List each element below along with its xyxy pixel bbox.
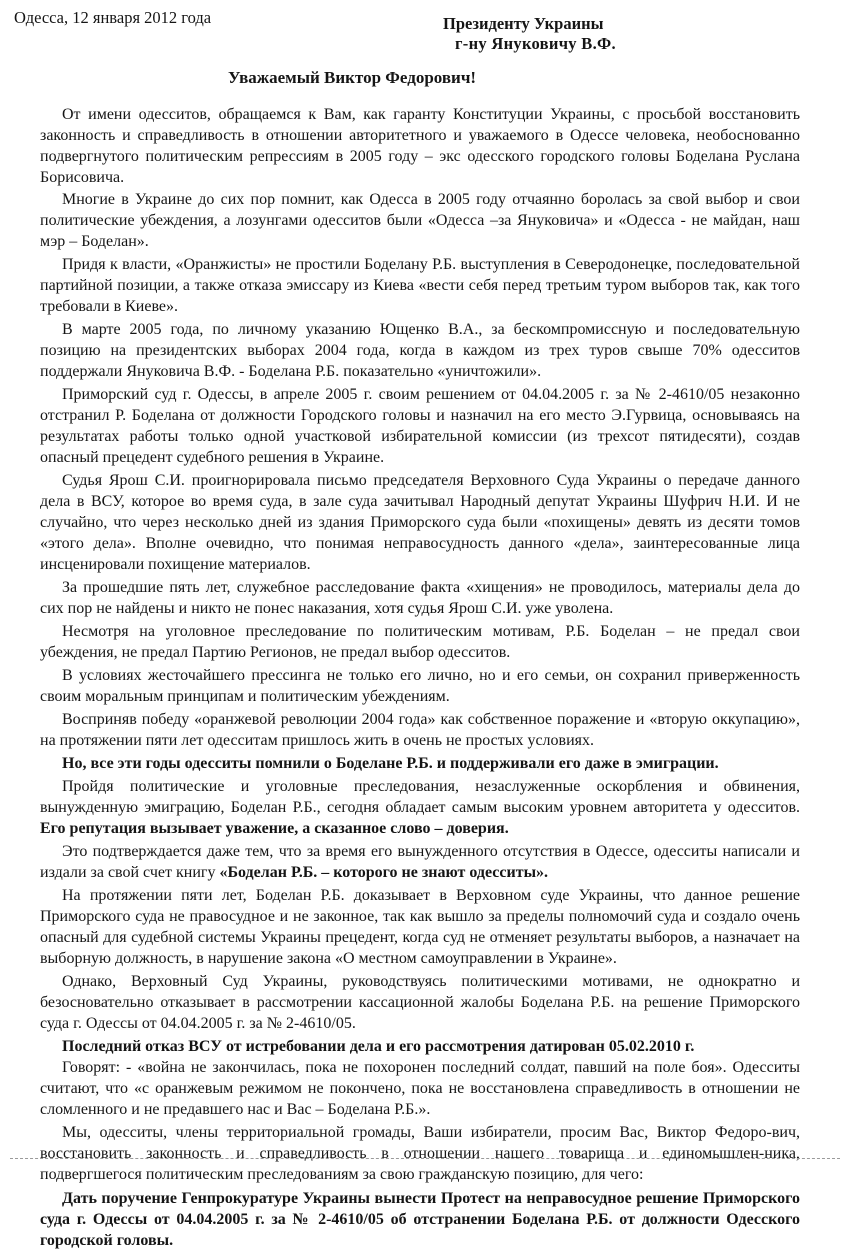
letter-date: Одесса, 12 января 2012 года [14, 8, 212, 27]
paragraph-10: Восприняв победу «оранжевой революции 2004 года» как собственное поражение и «вторую оккупацию», на протяжении пяти лет одесситам пришлось жить в очень не простых условиях. [40, 711, 800, 749]
addressee-name: г-ну Януковичу В.Ф. [455, 34, 616, 53]
paragraph-1: От имени одесситов, обращаемся к Вам, как гаранту Конституции Украины, с просьбой восстановить законность и справедливость в отношении авторитетного и уважаемого в Одессе человека, необоснованно подвергнутого политическим репрессиям в 2005 году – экс одесского городского головы Боделана Руслана Борисовича. [40, 106, 800, 186]
paragraph-2: Многие в Украине до сих пор помнит, как Одесса в 2005 году отчаянно боролась за свой выбор и свои политические убеждения, а лозунгами одесситов были «Одесса –за Януковича» и «Одесса - не майдан, наш мэр – Боделан». [40, 191, 800, 250]
paragraph-12 [40, 776, 800, 839]
paragraph-9: В условиях жесточайшего прессинга не только его лично, но и его семьи, он сохранил приверженность своим моральным принципам и политическим убеждениям. [40, 667, 800, 705]
paragraph-12-text: Пройдя политические и уголовные преследования, незаслуженные оскорбления и обвинения, вынужденную эмиграцию, Боделан Р.Б., сегодня обладает самым высоким уровнем авторитета у одесситов. [40, 778, 800, 816]
paragraph-13-text: Это подтверждается даже тем, что за время его вынужденного отсутствия в Одессе, одесситы написали и издали за свой счет книгу [40, 843, 800, 881]
letter-body [40, 104, 800, 1251]
paragraph-3: Придя к власти, «Оранжисты» не простили Боделану Р.Б. выступления в Северодонецке, последовательной партийной позиции, а также отказа эмиссару из Киева «вести себя перед третьим туром выборов так, как того требовали в Киеве». [40, 256, 800, 315]
paragraph-19-bold: Дать поручение Генпрокуратуре Украины вынести Протест на неправосудное решение Приморского суда г. Одессы от 04.04.2005 г. за № 2-4610/05 об отстранении Боделана Р.Б. от должности Одесского городской головы. [40, 1190, 800, 1249]
addressee-title: Президенту Украины [443, 14, 604, 33]
greeting: Уважаемый Виктор Федорович! [228, 68, 477, 87]
paragraph-12-bold: Его репутация вызывает уважение, а сказанное слово – доверия. [40, 820, 509, 837]
paragraph-14: На протяжении пяти лет, Боделан Р.Б. доказывает в Верховном суде Украины, что данное решение Приморского суда не правосудное и не законное, так как вышло за пределы полномочий суда и создало очень опасный для судебной системы Украины прецедент, когда суд не отменяет результаты выборов, а назначает на выборную должность, в нарушение закона «О местном самоуправлении в Украине». [40, 887, 800, 967]
paragraph-17: Говорят: - «война не закончилась, пока не похоронен последний солдат, павший на поле боя». Одесситы считают, что «с оранжевым режимом не покончено, пока не восстановлена справедливость в отношении не сломленного и не предавшего нас и Вас – Боделана Р.Б.». [40, 1059, 800, 1118]
book-title: «Боделан Р.Б. – которого не знают одесситы». [219, 864, 549, 881]
paragraph-16-bold: Последний отказ ВСУ от истребовании дела и его рассмотрения датирован 05.02.2010 г. [62, 1038, 695, 1055]
paragraph-4: В марте 2005 года, по личному указанию Ющенко В.А., за бескомпромиссную и последовательную позицию на президентских выборах 2004 года, когда в каждом из трех туров свыше 70% одесситов поддержали Януковича В.Ф. - Боделана Р.Б. показательно «уничтожили». [40, 321, 800, 380]
addressee-block [443, 14, 616, 54]
paragraph-13 [40, 841, 800, 883]
bottom-divider [10, 1158, 840, 1159]
paragraph-15: Однако, Верховный Суд Украины, руководствуясь политическими мотивами, не однократно и безосновательно отказывает в рассмотрении кассационной жалобы Боделана Р.Б. на решение Приморского суда г. Одессы от 04.04.2005 г. за № 2-4610/05. [40, 973, 800, 1032]
paragraph-5: Приморский суд г. Одессы, в апреле 2005 г. своим решением от 04.04.2005 г. за № 2-4610/05 незаконно отстранил Р. Боделана от должности Городского головы и назначил на его место Э.Гурвица, основываясь на результатах работы только одной участковой избирательной комиссии (из трехсот пятидесяти), создав опасный прецедент судебного решения в Украине. [40, 386, 800, 466]
paragraph-18: Мы, одесситы, члены территориальной громады, Ваши избиратели, просим Вас, Виктор Федоро-вич, восстановить законность и справедливость в отношении нашего товарища и единомышлен-ника, подвергшегося политическим преследованиям за свою гражданскую позицию, для чего: [40, 1124, 800, 1183]
paragraph-6: Судья Ярош С.И. проигнорировала письмо председателя Верховного Суда Украины о передаче данного дела в ВСУ, которое во время суда, в зале суда зачитывал Народный депутат Украины Шуфрич Н.И. И не случайно, что через несколько дней из здания Приморского суда были «похищены» девять из десяти томов «этого дела». Вполне очевидно, что понимая неправосудность данного «дела», заинтересованные лица инсценировали похищение материалов. [40, 472, 800, 573]
paragraph-11-bold: Но, все эти годы одесситы помнили о Боделане Р.Б. и поддерживали его даже в эмиграции. [62, 755, 719, 772]
paragraph-7: За прошедшие пять лет, служебное расследование факта «хищения» не проводилось, материалы дела до сих пор не найдены и никто не понес наказания, хотя судья Ярош С.И. уже уволена. [40, 579, 800, 617]
paragraph-8: Несмотря на уголовное преследование по политическим мотивам, Р.Б. Боделан – не предал свои убеждения, не предал Партию Регионов, не предал выбор одесситов. [40, 623, 800, 661]
